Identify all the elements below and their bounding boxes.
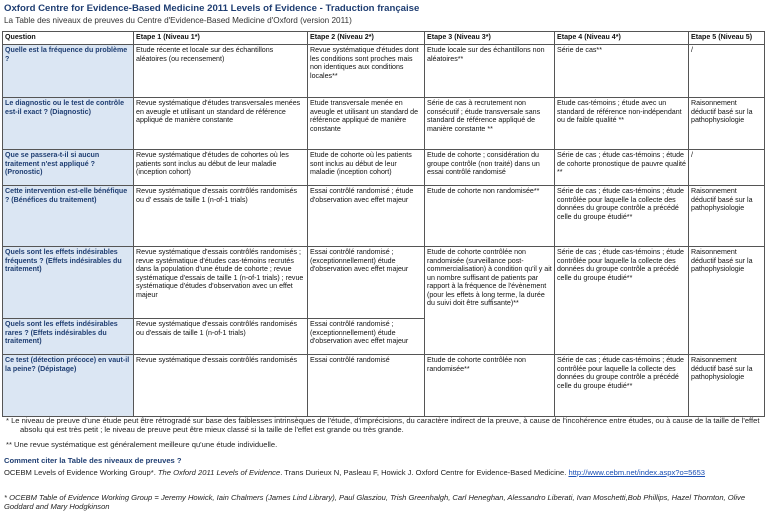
table-row xyxy=(3,247,765,319)
citation-details: . Trans Durieux N, Pasleau F, Howick J. Oxford Centre for Evidence-Based Medicine. xyxy=(280,468,569,477)
table-cell: Série de cas ; étude cas-témoins ; étude de cohorte pronostique de pauvre qualité ** xyxy=(555,150,689,186)
table-cell: Revue systématique d'études transversales menées en aveugle et utilisant un standard de référence appliqué de manière constante xyxy=(134,98,308,150)
row-question: Le diagnostic ou le test de contrôle est-il exact ? (Diagnostic) xyxy=(3,98,134,150)
table-cell: Etude de cohorte où les patients sont inclus au début de leur maladie (inception cohort) xyxy=(308,150,425,186)
footnote-downgrade: * Le niveau de preuve d'une étude peut être rétrogradé sur base des faiblesses intrinsèques de l'étude, d'imprécisions, du caractère indirect de la preuve, à cause de l'incohérence entre études, ou à cause de la taille de l'effet absolu qui est très petit ; le niveau de preuve peut être mieux classé si la taille de l'effet est grande ou très grande. xyxy=(6,416,760,435)
column-header: Etape 3 (Niveau 3*) xyxy=(425,32,555,45)
table-cell: Etude transversale menée en aveugle et utilisant un standard de référence appliqué de manière constante xyxy=(308,98,425,150)
table-cell: Etude de cohorte non randomisée** xyxy=(425,186,555,247)
table-cell: Essai contrôlé randomisé xyxy=(308,355,425,417)
table-row xyxy=(3,98,765,150)
citation-link[interactable]: http://www.cebm.net/index.aspx?o=5653 xyxy=(568,468,706,477)
table-header-row xyxy=(3,32,765,45)
table-cell: Revue systématique d'études de cohortes où les patients sont inclus au début de leur maladie (inception cohort) xyxy=(134,150,308,186)
table-cell: Raisonnement déductif basé sur la pathophysiologie xyxy=(689,186,765,247)
page-title: Oxford Centre for Evidence-Based Medicine 2011 Levels of Evidence - Traduction française xyxy=(4,3,420,14)
table-cell: Revue systématique d'essais contrôlés randomisés ou d' essais de taille 1 (n-of-1 trials) xyxy=(134,186,308,247)
table-cell: Série de cas ; étude cas-témoins ; étude contrôlée pour laquelle la collecte des données du groupe contrôle a précédé celle du groupe étudié** xyxy=(555,186,689,247)
citation-heading: Comment citer la Table des niveaux de preuves ? xyxy=(4,456,182,465)
table-cell: Essai contrôlé randomisé ; (exceptionnellement) étude d'observation avec effet majeur xyxy=(308,247,425,319)
row-question: Quelle est la fréquence du problème ? xyxy=(3,45,134,98)
table-cell: Raisonnement déductif basé sur la pathophysiologie xyxy=(689,355,765,417)
citation-work-title: The Oxford 2011 Levels of Evidence xyxy=(157,468,281,477)
table-cell: Etude de cohorte contrôlée non randomisée (surveillance post-commercialisation) à condition qu'il y ait un nombre suffisant de patients par rapport à la fréquence de l'évènement (pour les effets à long terme, la durée du suivi doit être suffisante)** xyxy=(425,247,555,355)
table-cell: Etude de cohorte ; considération du groupe contrôle (non traité) dans un essai contrôlé randomisé xyxy=(425,150,555,186)
column-header: Question xyxy=(3,32,134,45)
row-question: Quels sont les effets indésirables rares ? (Effets indésirables du traitement) xyxy=(3,319,134,355)
table-row xyxy=(3,186,765,247)
table-cell: Etude de cohorte contrôlée non randomisée** xyxy=(425,355,555,417)
table-cell: Essai contrôlé randomisé ; étude d'observation avec effet majeur xyxy=(308,186,425,247)
table-cell: Série de cas à recrutement non consécutif ; étude transversale sans standard de référence appliqué de manière constante ** xyxy=(425,98,555,150)
table-cell: Série de cas ; étude cas-témoins ; étude contrôlée pour laquelle la collecte des données du groupe contrôle a précédé celle du groupe étudié** xyxy=(555,247,689,355)
table-cell: Série de cas** xyxy=(555,45,689,98)
footnote-systematic-review: ** Une revue systématique est généralement meilleure qu'une étude individuelle. xyxy=(6,440,278,449)
table-cell: Essai contrôlé randomisé ; (exceptionnellement) étude d'observation avec effet majeur xyxy=(308,319,425,355)
table-cell: Etude récente et locale sur des échantillons aléatoires (ou recensement) xyxy=(134,45,308,98)
table-cell: Etude cas-témoins ; étude avec un standard de référence non-indépendant ou de faible qualité ** xyxy=(555,98,689,150)
citation-authors: OCEBM Levels of Evidence Working Group*. xyxy=(4,468,158,477)
table-cell: Raisonnement déductif basé sur la pathophysiologie xyxy=(689,247,765,355)
table-row xyxy=(3,150,765,186)
table-cell: Revue systématique d'études dont les conditions sont proches mais non identiques aux conditions locales** xyxy=(308,45,425,98)
row-question: Cette intervention est-elle bénéfique ? (Bénéfices du traitement) xyxy=(3,186,134,247)
column-header: Etape 4 (Niveau 4*) xyxy=(555,32,689,45)
citation-text xyxy=(4,468,764,477)
table-cell: / xyxy=(689,150,765,186)
column-header: Etape 2 (Niveau 2*) xyxy=(308,32,425,45)
table-cell: Raisonnement déductif basé sur la pathophysiologie xyxy=(689,98,765,150)
table-row xyxy=(3,45,765,98)
working-group-note: * OCEBM Table of Evidence Working Group = Jeremy Howick, Iain Chalmers (James Lind Library), Paul Glasziou, Trish Greenhalgh, Carl Heneghan, Alessandro Liberati, Ivan Moschetti,Bob Phillips, Hazel Thornton, Olive Goddard and Mary Hodgkinson xyxy=(4,493,746,512)
table-cell: / xyxy=(689,45,765,98)
row-question: Quels sont les effets indésirables fréquents ? (Effets indésirables du traitement) xyxy=(3,247,134,319)
levels-of-evidence-table xyxy=(2,31,765,417)
table-cell: Revue systématique d'essais contrôlés randomisés ; revue systématique d'études cas-témoins recrutés dans la population d'une étude de cohorte ; revue systématique d'essais de taille 1 (n-of-1 trials) ; revue systématique d'études d'observation avec un effet majeur xyxy=(134,247,308,319)
page-subtitle: La Table des niveaux de preuves du Centre d'Evidence-Based Medicine d'Oxford (version 2011) xyxy=(4,16,352,25)
column-header: Etape 1 (Niveau 1*) xyxy=(134,32,308,45)
table-cell: Etude locale sur des échantillons non aléatoires** xyxy=(425,45,555,98)
row-question: Ce test (détection précoce) en vaut-il la peine? (Dépistage) xyxy=(3,355,134,417)
table-cell: Revue systématique d'essais contrôlés randomisés xyxy=(134,355,308,417)
column-header: Etape 5 (Niveau 5) xyxy=(689,32,765,45)
table-row xyxy=(3,355,765,417)
row-question: Que se passera-t-il si aucun traitement n'est appliqué ? (Pronostic) xyxy=(3,150,134,186)
table-cell: Revue systématique d'essais contrôlés randomisés ou d'essais de taille 1 (n-of-1 trials) xyxy=(134,319,308,355)
table-cell: Série de cas ; étude cas-témoins ; étude contrôlée pour laquelle la collecte des données du groupe contrôle a précédé celle du groupe étudié** xyxy=(555,355,689,417)
